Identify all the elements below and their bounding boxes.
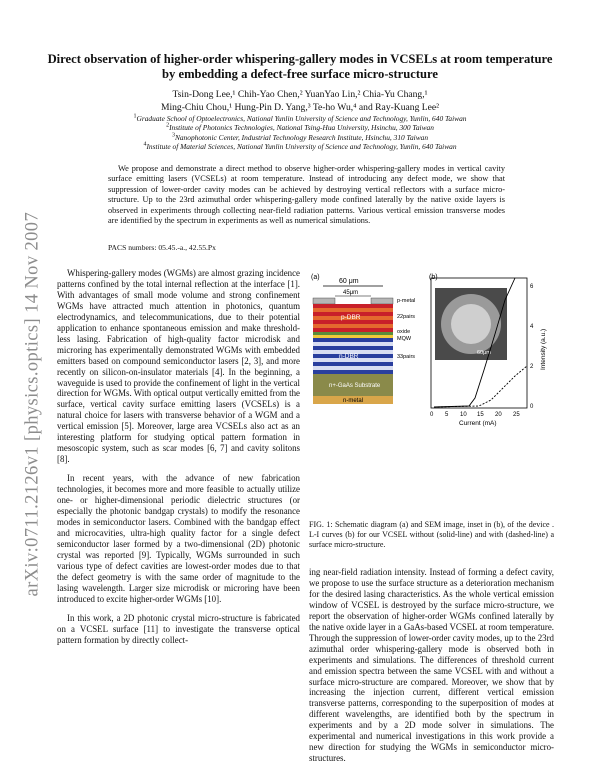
substrate-label: n+-GaAs Substrate [329, 383, 381, 389]
sem-photonic-crystal [451, 304, 491, 344]
side-label-p-metal: p-metal [397, 298, 416, 304]
x-tick: 20 [495, 412, 502, 418]
x-tick: 0 [430, 412, 434, 418]
body-paragraph: ing near-field radiation intensity. Instead of forming a defect cavity, we propose to use the surface structure as a deterioration mechanism for the desired lasing characteristics. As the whole vertical emission window of VCSEL is destroyed by the surface micro-structure, we report the observation of higher-order WGMs confined laterally by the native oxide layer in a GaAs-based VCSEL at room temperature. Through the suppression of lower-order cavity modes, up to the 23rd azimuthal order whispering-gallery mode is observed both in experiments and simulations. The differences of threshold current and emission spectra between the same VCSEL with and without a surface micro-structure are compared. Moreover, we show that by increasing the injection current, different vertical emission transverse patterns, corresponding to the superposition of modes at different wavelengths, are identified both by the spectrum in experiments and by a 2D mode solver in simulations. The experimental and numerical investigations in this work provide a new direction for studying the WGMs in semiconductor micro-structures. [309, 567, 554, 764]
side-label-22pairs: 22pairs [397, 314, 416, 320]
affiliation: $^4$Institute of Material Sciences, National Yunlin University of Science and Technology, Yunlin, 640 Taiwan [143, 141, 457, 152]
pacs-numbers: PACS numbers: 05.45.-a., 42.55.Px [108, 243, 216, 252]
paper-title: Direct observation of higher-order whispering-gallery modes in VCSELs at room temperature by embedding a defect-free surface micro-structure [47, 52, 553, 81]
width-top-label: 60 μm [339, 278, 359, 285]
side-label-mqw: MQW [397, 336, 412, 342]
figure-1-graphic [309, 270, 557, 512]
p-metal-right [371, 298, 393, 304]
x-tick: 15 [477, 412, 484, 418]
affiliation-list [20, 114, 580, 152]
side-label-33pairs: 33pairs [397, 354, 416, 360]
y-tick: 6 [530, 284, 534, 290]
author-line-1: Tsin-Dong Lee,¹ Chih-Yao Chen,² YuanYao Lin,² Chia-Yu Chang,¹ [172, 89, 428, 100]
n-metal-label: n-metal [343, 398, 364, 404]
p-metal-left [313, 298, 335, 304]
x-tick: 10 [460, 412, 467, 418]
width-inner-label: 45μm [343, 290, 359, 296]
author-line-2: Ming-Chiu Chou,¹ Hung-Pin D. Yang,³ Te-ho Wu,⁴ and Ray-Kuang Lee² [160, 101, 440, 113]
figure-caption: FIG. 1: Schematic diagram (a) and SEM image, inset in (b), of the device . L-I curves (b) for our VCSEL without (solid-line) and with (dashed-line) a surface micro-structure. [309, 520, 554, 550]
affiliation: $^1$Graduate School of Optoelectronics, National Yunlin University of Science and Technology, Yunlin, 640 Taiwan [133, 113, 467, 123]
left-column [57, 268, 300, 653]
arxiv-stamp: arXiv:0711.2126v1 [physics.optics] 14 Nov 2007 [22, 211, 43, 597]
body-paragraph: Whispering-gallery modes (WGMs) are almost grazing incidence patterns confined by the total internal reflection at the interface [1]. With advantages of small mode volume and strong confinement WGMs have attracted much attention in photonics, quantum electrodynamics, and telecommunications, due to their potential application to enhance spontaneous emission and make threshold-less lasing. Fabrication of high-quality factor microdisk and microring has experimentally demonstrated WGMs with embedded emitters based on compound semiconductor lasers [2, 3], and more recently on silicon-on-insulator materials [4]. In the beginning, a waveguide is used to provide the confinement of light in the vertical direction for WGMs. With optical output vertically emitted from the surface, vertical cavity surface emitting lasers (VCSELs) is a natural choice for lasers with transverse behavior of a WGM and a vertical emission [5]. Moreover, large area VCSELs also act as an interesting platform for studying optical pattern formation in mesoscopic system, such as scar modes [6, 7] and cavity solitons [8]. [57, 268, 300, 465]
affiliation: $^2$Institute of Photonics Technologies, National Tsing-Hua University, Hsinchu, 300 Taiwan [166, 122, 434, 133]
body-paragraph: In this work, a 2D photonic crystal micro-structure is fabricated on a VCSEL surface [11] to investigate the transverse optical pattern formation by directly collect- [57, 612, 300, 645]
sem-scale-label: 60μm [477, 350, 491, 356]
body-paragraph: In recent years, with the advance of new fabrication technologies, it becomes more and more feasible to actually utilize one- or higher-dimensional periodic dielectric structures (or especially the photonic bandgap crystals) to modify the resonance modes in semiconductor lasers. Combined with the bandgap effect and microcavities, ultra-high quality factor for a single defect semiconductor laser formed by a two-dimensional (2D) photonic crystal was reported [9]. Typically, WGMs surrounded in such various type of defect cavities are lowest-order modes due to that the defect geometry is with the same order of magnitude to the lasing wavelength. Larger size microdisk or microring have been introduced to excite higher-order WGMs [10]. [57, 473, 300, 604]
p-dbr-label: p-DBR [341, 314, 361, 321]
y-tick: 2 [530, 364, 534, 370]
mqw-layer [313, 335, 393, 338]
panel-a-label: (a) [311, 274, 320, 281]
n-dbr-label: n-DBR [339, 353, 359, 360]
author-list [60, 89, 540, 114]
x-axis-label: Current (mA) [459, 420, 497, 427]
li-curve-dashed [434, 366, 527, 407]
affiliation: $^3$Nanophotonic Center, Industrial Technology Research Institute, Hsinchu, 310 Taiwan [171, 132, 429, 142]
oxide-layer [313, 332, 393, 335]
x-tick: 25 [513, 412, 520, 418]
panel-b-label: (b) [429, 274, 438, 281]
y-tick: 4 [530, 324, 534, 330]
abstract: We propose and demonstrate a direct method to observe higher-order whispering-gallery modes in vertical cavity surface emitting lasers (VCSELs) at room temperature. Instead of introducing any defect mode, we show that suppression of lower-order cavity modes can be achieved by destroying vertical reflectors with a surface micro-structure. Up to the 23rd azimuthal order whispering-gallery mode confined laterally by the native oxide layers is observed in experiments through collecting near-field radiation patterns. Various vertical emission transverse modes are identified by the spectrum in experiments as well as numerical simulations. [108, 164, 505, 226]
figure-1 [309, 270, 557, 512]
y-axis-label: Intensity (a.u.) [540, 328, 547, 370]
right-column [309, 567, 554, 772]
side-label-oxide: oxide [397, 329, 411, 335]
y-tick: 0 [530, 404, 534, 410]
x-tick: 5 [445, 412, 449, 418]
